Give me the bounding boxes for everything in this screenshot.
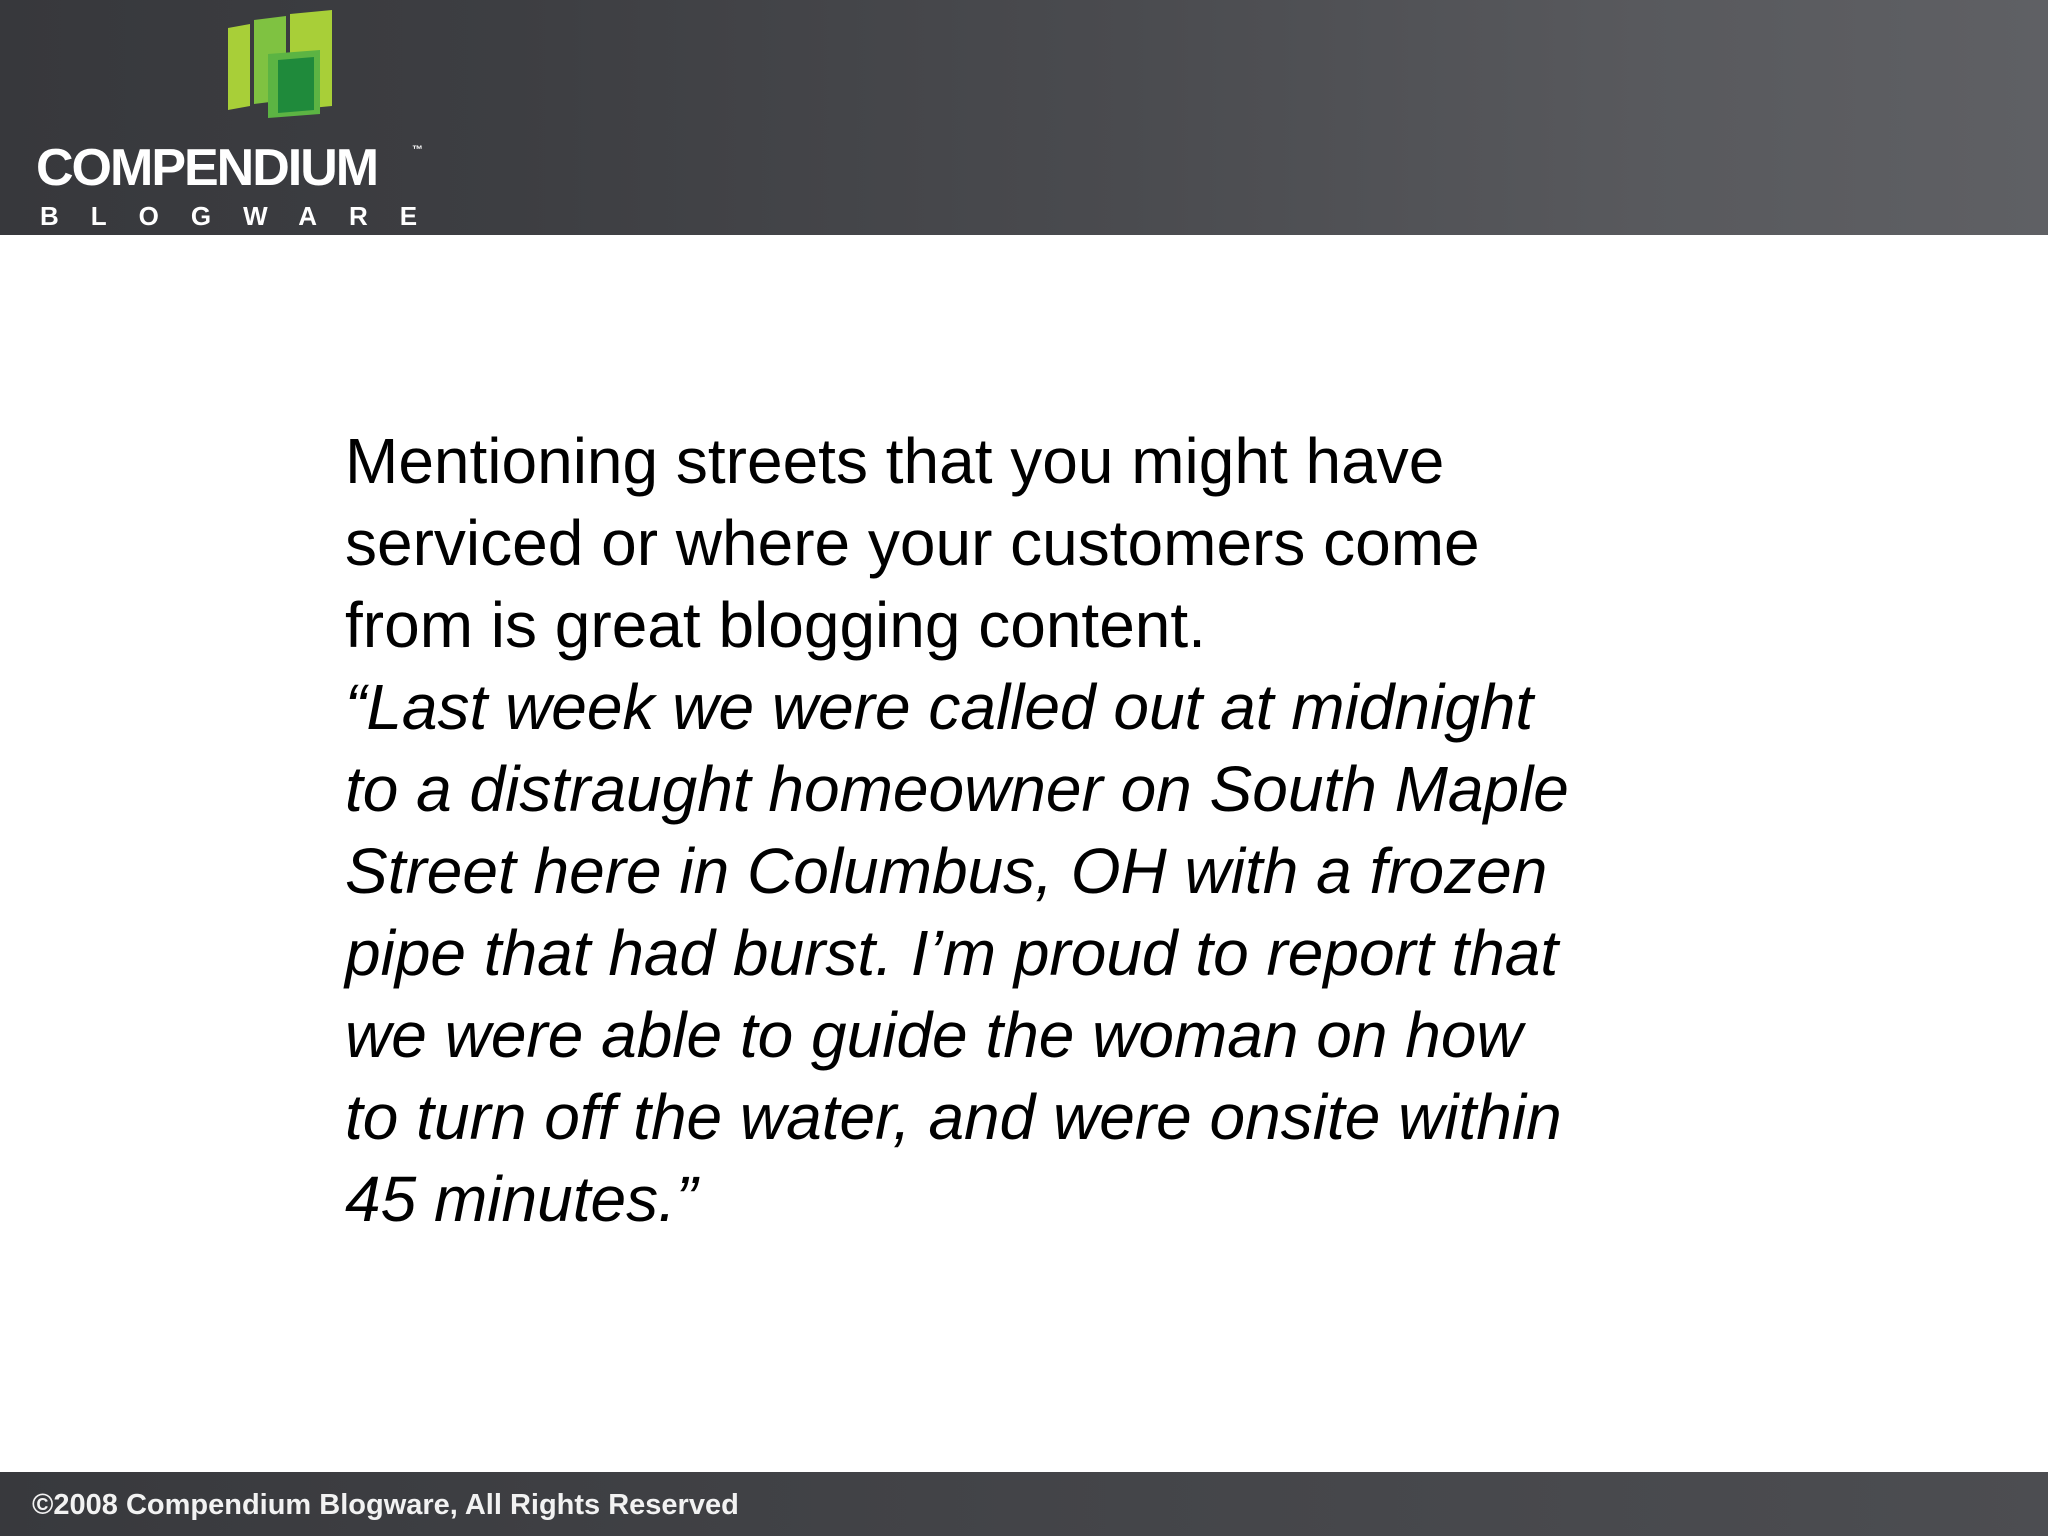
slide-body — [345, 420, 1575, 1240]
logo-wordmark: COMPENDIUM — [36, 139, 378, 197]
body-paragraph: Mentioning streets that you might have serviced or where your customers come from is great blogging content. — [345, 425, 1480, 661]
stacked-squares-logo-icon — [228, 10, 378, 130]
logo-trademark: ™ — [412, 144, 423, 156]
compendium-logo — [36, 10, 456, 230]
footer-bar — [0, 1472, 2048, 1536]
copyright-text: ©2008 Compendium Blogware, All Rights Reserved — [32, 1489, 739, 1521]
header-bar — [0, 0, 2048, 235]
logo-subtitle: BLOGWARE — [40, 201, 450, 231]
customer-quote: “Last week we were called out at midnight to a distraught homeowner on South Maple Street here in Columbus, OH with a frozen pipe that had burst. I’m proud to report that we were able to guide the woman on how to turn off the water, and were onsite within 45 minutes.” — [345, 671, 1569, 1235]
